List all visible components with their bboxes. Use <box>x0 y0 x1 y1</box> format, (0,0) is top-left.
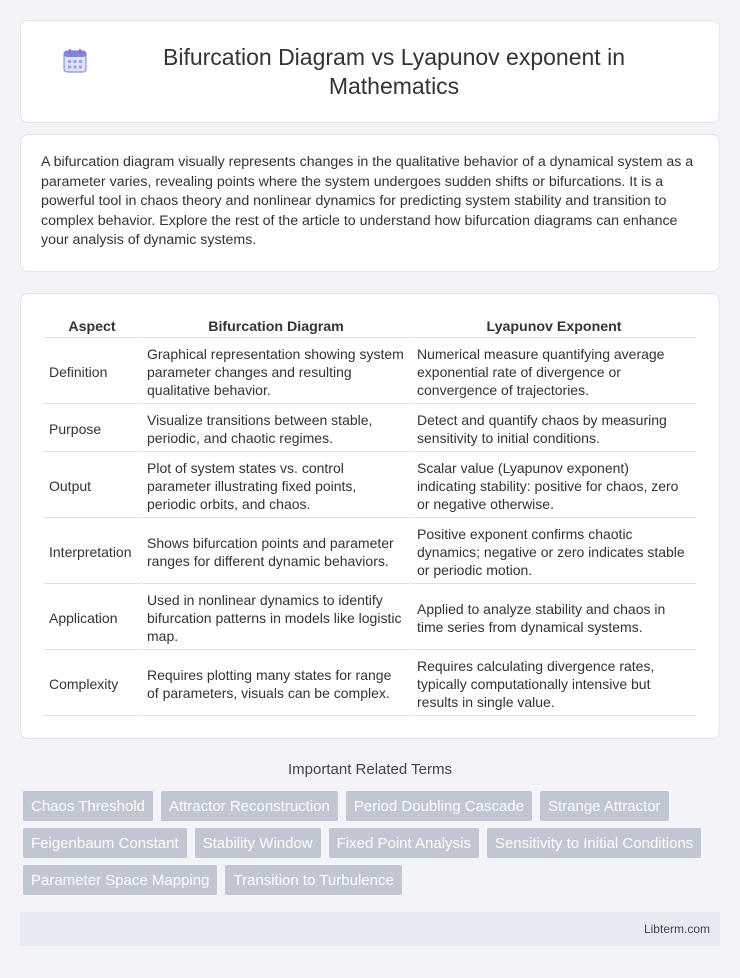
tag-stability-window[interactable]: Stability Window <box>195 828 321 858</box>
row-bifurcation: Requires plotting many states for range of parameters, visuals can be complex. <box>142 652 410 716</box>
comparison-table-card <box>20 293 720 739</box>
table-row <box>44 652 696 716</box>
related-terms-section <box>20 761 720 902</box>
calendar-icon <box>61 47 89 75</box>
row-lyapunov: Scalar value (Lyapunov exponent) indicating stability: positive for chaos, zero or negative otherwise. <box>412 454 696 518</box>
row-lyapunov: Detect and quantify chaos by measuring sensitivity to initial conditions. <box>412 406 696 452</box>
row-bifurcation: Plot of system states vs. control parameter illustrating fixed points, periodic orbits, and chaos. <box>142 454 410 518</box>
page-title: Bifurcation Diagram vs Lyapunov exponent in Mathematics <box>163 43 625 99</box>
row-lyapunov: Applied to analyze stability and chaos in time series from dynamical systems. <box>412 586 696 650</box>
row-bifurcation: Used in nonlinear dynamics to identify bifurcation patterns in models like logistic map. <box>142 586 410 650</box>
tag-fixed-point-analysis[interactable]: Fixed Point Analysis <box>329 828 479 858</box>
table-row <box>44 406 696 452</box>
row-lyapunov: Requires calculating divergence rates, typically computationally intensive but results in single value. <box>412 652 696 716</box>
table-header-row <box>44 316 696 338</box>
row-aspect: Output <box>44 454 140 518</box>
tag-parameter-space-mapping[interactable]: Parameter Space Mapping <box>23 865 217 895</box>
intro-card <box>20 134 720 272</box>
tag-chaos-threshold[interactable]: Chaos Threshold <box>23 791 153 821</box>
header-aspect: Aspect <box>44 316 140 338</box>
table-row <box>44 454 696 518</box>
comparison-table <box>42 314 698 718</box>
tag-period-doubling-cascade[interactable]: Period Doubling Cascade <box>346 791 532 821</box>
tag-attractor-reconstruction[interactable]: Attractor Reconstruction <box>161 791 338 821</box>
table-row <box>44 586 696 650</box>
row-aspect: Purpose <box>44 406 140 452</box>
related-terms-title: Important Related Terms <box>288 760 452 778</box>
footer <box>20 912 720 946</box>
related-terms-tags <box>20 791 720 902</box>
row-bifurcation: Shows bifurcation points and parameter ranges for different dynamic behaviors. <box>142 520 410 584</box>
row-bifurcation: Visualize transitions between stable, periodic, and chaotic regimes. <box>142 406 410 452</box>
tag-feigenbaum-constant[interactable]: Feigenbaum Constant <box>23 828 187 858</box>
title-card <box>20 20 720 123</box>
tag-transition-to-turbulence[interactable]: Transition to Turbulence <box>225 865 401 895</box>
tag-strange-attractor[interactable]: Strange Attractor <box>540 791 669 821</box>
tag-sensitivity-initial-conditions[interactable]: Sensitivity to Initial Conditions <box>487 828 701 858</box>
table-row <box>44 520 696 584</box>
row-lyapunov: Numerical measure quantifying average exponential rate of divergence or convergence of trajectories. <box>412 340 696 404</box>
footer-site-link[interactable]: Libterm.com <box>643 921 710 936</box>
row-lyapunov: Positive exponent confirms chaotic dynamics; negative or zero indicates stable or periodic motion. <box>412 520 696 584</box>
row-aspect: Application <box>44 586 140 650</box>
intro-text: A bifurcation diagram visually represents changes in the qualitative behavior of a dynamical system as a parameter varies, revealing points where the system undergoes sudden shifts or bifurcations. It is a powerful tool in chaos theory and nonlinear dynamics for predicting system stability and transition to complex behavior. Explore the rest of the article to understand how bifurcation diagrams can enhance your analysis of dynamic systems. <box>41 154 694 249</box>
header-lyapunov: Lyapunov Exponent <box>412 316 696 338</box>
row-aspect: Definition <box>44 340 140 404</box>
table-row <box>44 340 696 404</box>
row-bifurcation: Graphical representation showing system parameter changes and resulting qualitative behavior. <box>142 340 410 404</box>
row-aspect: Complexity <box>44 652 140 716</box>
row-aspect: Interpretation <box>44 520 140 584</box>
header-bifurcation: Bifurcation Diagram <box>142 316 410 338</box>
